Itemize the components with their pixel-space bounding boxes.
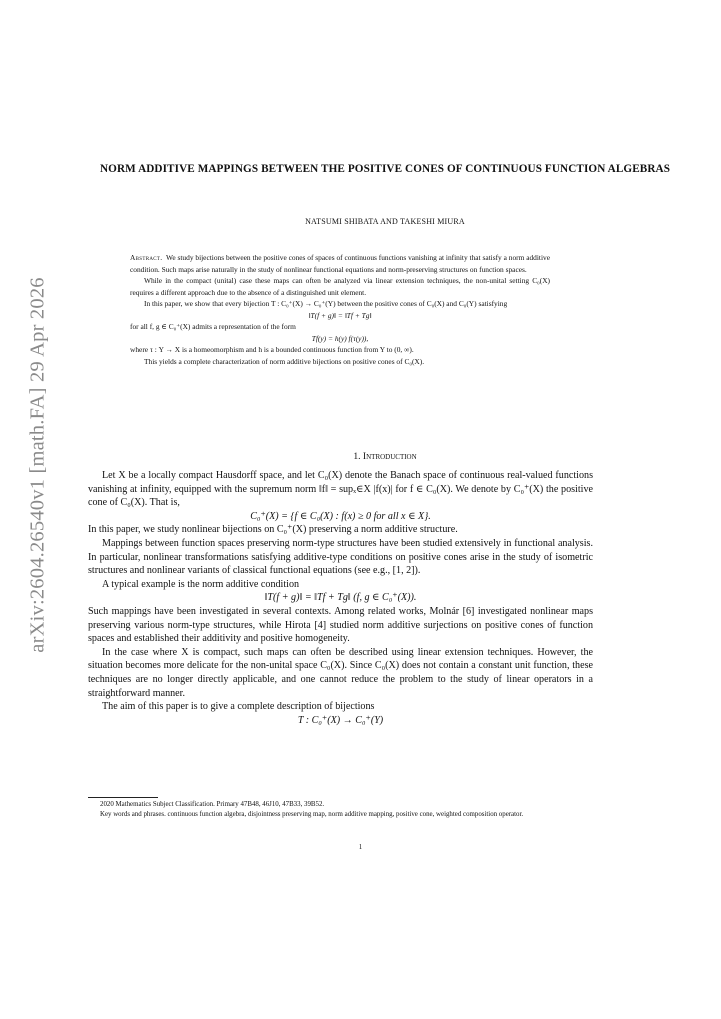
footnote-rule [88, 797, 158, 798]
footnotes [88, 800, 593, 819]
body-equation-1: C₀⁺(X) = {f ∈ C₀(X) : f(x) ≥ 0 for all x ∈ X}. [250, 510, 431, 522]
body-p4: A typical example is the norm additive condition [102, 578, 300, 590]
body-p2: In this paper, we study nonlinear bijections on C₀⁺(X) preserving a norm additive structure. [88, 524, 458, 536]
abstract-p4: for all f, g ∈ C₀⁺(X) admits a representation of the form [130, 322, 296, 331]
body-p3: Mappings between function spaces preserving norm-type structures have been studied extensively in functional analysis. In particular, nonlinear transformations satisfying additive-type conditions on positive cones arise in the study of isometric structures and nonlinear variants of classical functional equations (see e.g., [1, 2]). [88, 537, 593, 577]
paper-title: NORM ADDITIVE MAPPINGS BETWEEN THE POSITIVE CONES OF CONTINUOUS FUNCTION ALGEBRAS [99, 163, 671, 175]
abstract-p3: In this paper, we show that every bijection T : C₀⁺(X) → C₀⁺(Y) between the positive cones of C₀(X) and C₀(Y) satisfying [144, 299, 508, 308]
page-number: 1 [358, 843, 363, 851]
arxiv-stamp [24, 277, 52, 653]
abstract-p6: This yields a complete characterization of norm additive bijections on positive cones of C₀(X). [144, 356, 425, 366]
body-p7: The aim of this paper is to give a complete description of bijections [102, 701, 375, 713]
abstract-equation-1: ‖T(f + g)‖ = ‖Tf + Tg‖ [308, 310, 372, 320]
arxiv-stamp-text: arXiv:2604.26540v1 [math.FA] 29 Apr 2026 [26, 277, 49, 653]
footnote-keywords: Key words and phrases. continuous function algebra, disjointness preserving map, norm additive mapping, positive cone, weighted composition operator. [100, 810, 524, 818]
body-text [88, 469, 593, 727]
body-equation-3: T : C₀⁺(X) → C₀⁺(Y) [297, 714, 384, 726]
section-number: 1. [353, 451, 361, 462]
abstract-heading: Abstract. [130, 253, 163, 262]
section-title: Introduction [362, 451, 417, 462]
abstract-p5: where τ : Y → X is a homeomorphism and h is a bounded continuous function from Y to (0, ∞). [130, 345, 414, 354]
paper-authors: NATSUMI SHIBATA AND TAKESHI MIURA [305, 217, 465, 226]
section-heading [90, 451, 680, 462]
body-p6: In the case where X is compact, such maps can often be described using linear extension techniques. However, the situation becomes more delicate for the non-unital space C₀(X). Since C₀(X) does not contain a constant unit function, these techniques are no longer directly applicable, and one cannot reduce the problem to the study of linear operators in a straightforward manner. [88, 646, 593, 699]
body-p1: Let X be a locally compact Hausdorff space, and let C₀(X) denote the Banach space of continuous real-valued functions vanishing at infinity, equipped with the supremum norm ‖f‖ = supₓ∈X |f(x)| for f ∈ C₀(X). We denote by C₀⁺(X) the positive cone of C₀(X). That is, [88, 470, 593, 509]
abstract-p1 [130, 252, 550, 275]
abstract-p1-text: We study bijections between the positive cones of spaces of continuous functions vanishing at infinity that satisfy a norm additive condition. Such maps arise naturally in the study of nonlinear functional equations and norm-preserving structures on function spaces. [130, 253, 551, 274]
abstract [130, 252, 550, 367]
body-p5: Such mappings have been investigated in several contexts. Among related works, Molnár [6] investigated nonlinear maps preserving various norm-type structures, while Hirota [4] studied norm additive surjections on positive cones of function spaces and established their additivity and positive homogeneity. [88, 605, 593, 645]
abstract-equation-2: Tf(y) = h(y) f(τ(y)), [311, 333, 369, 343]
abstract-p2: While in the compact (unital) case these maps can often be analyzed via linear extension techniques, the non-unital setting C₀(X) requires a different approach due to the absence of a distinguished unit element. [130, 276, 550, 297]
body-equation-2: ‖T(f + g)‖ = ‖Tf + Tg‖ (f, g ∈ C₀⁺(X)). [264, 592, 417, 604]
footnote-msc: 2020 Mathematics Subject Classification. Primary 47B48, 46J10, 47B33, 39B52. [100, 801, 325, 808]
